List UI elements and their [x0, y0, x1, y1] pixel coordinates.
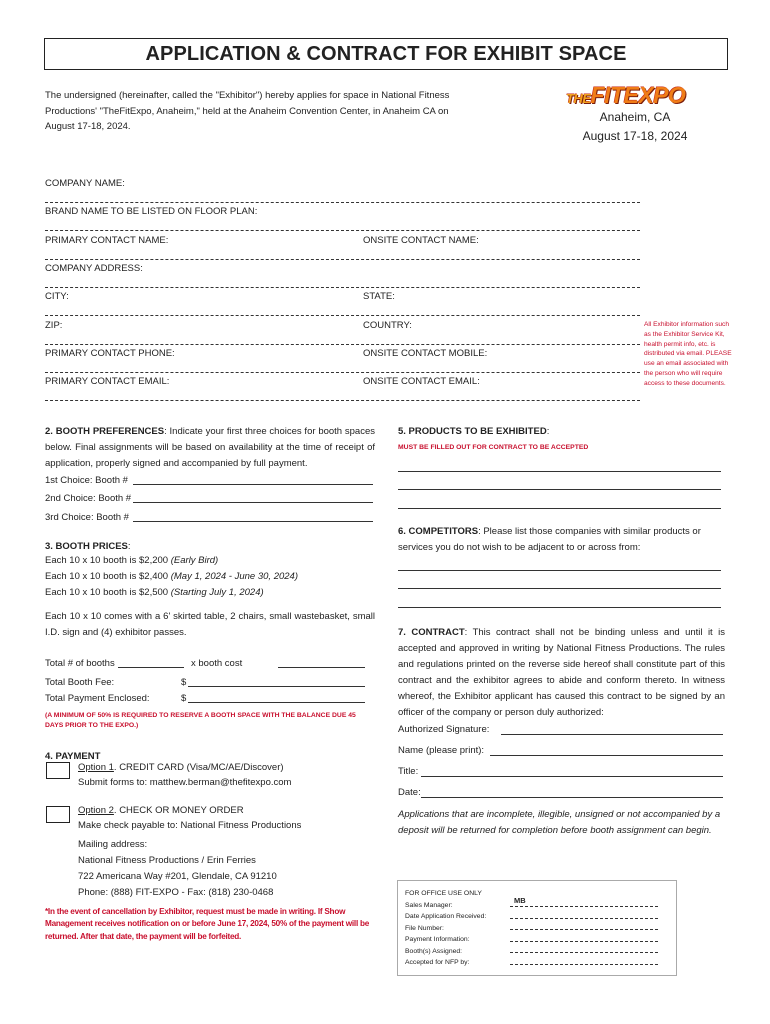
option-2: [78, 803, 244, 819]
option-1-label: Option 1: [78, 762, 114, 773]
competitors-line-2[interactable]: [398, 588, 721, 589]
event-dates: August 17-18, 2024: [582, 129, 688, 143]
zip-country-field[interactable]: [45, 320, 640, 348]
booth-cost-label: x booth cost: [191, 658, 243, 669]
option-1: [78, 760, 284, 776]
logo-main: FITEXPO: [590, 82, 686, 108]
event-city: Anaheim, CA: [599, 110, 671, 124]
primary-contact-email-label: PRIMARY CONTACT EMAIL:: [45, 376, 170, 387]
mailing-address: [78, 837, 277, 901]
onsite-contact-email-label: ONSITE CONTACT EMAIL:: [363, 376, 480, 387]
cancellation-policy: *In the event of cancellation by Exhibitor, request must be made in writing. If Show Management receives notification on or before June 17, 2024, 50% of the payment will be returned. After that date, the payment will be forfeited.: [45, 907, 370, 941]
office-line-2[interactable]: [510, 918, 658, 919]
title-input[interactable]: [421, 776, 723, 777]
booth-includes-text: Each 10 x 10 comes with a 6' skirted table, 2 chairs, small wastebasket, small I.D. sign and (4) exhibitor passes.: [45, 611, 375, 638]
price-note-3: (Starting July 1, 2024): [170, 587, 264, 598]
total-payment-enclosed-label: Total Payment Enclosed:: [45, 693, 150, 704]
brand-name-label: BRAND NAME TO BE LISTED ON FLOOR PLAN:: [45, 206, 258, 217]
choice-2-input[interactable]: [133, 502, 373, 503]
company-name-field[interactable]: [45, 178, 640, 206]
primary-contact-name-label: PRIMARY CONTACT NAME:: [45, 235, 169, 246]
office-row-sales-manager: Sales Manager:: [405, 901, 453, 909]
products-line-1[interactable]: [398, 471, 721, 472]
choice-3-label: 3rd Choice: Booth #: [45, 512, 129, 523]
booth-price-late: [45, 585, 298, 601]
company-name-label: COMPANY NAME:: [45, 178, 125, 189]
company-address-field[interactable]: [45, 263, 640, 291]
products-heading: [398, 424, 549, 440]
price-line-3: Each 10 x 10 booth is $2,500: [45, 587, 171, 598]
office-row-booths-assigned: Booth(s) Assigned:: [405, 947, 463, 955]
page-title: APPLICATION & CONTRACT FOR EXHIBIT SPACE: [145, 42, 627, 65]
event-location: [560, 108, 710, 146]
contract-section: [398, 625, 725, 721]
intro-text: The undersigned (hereinafter, called the "Exhibitor") hereby applies for space in National Fitness Productions' "TheFitExpo, Anaheim," held at the Anaheim Convention Center, in Anaheim CA on August 17-18, 2024.: [45, 90, 450, 132]
city-state-field[interactable]: [45, 291, 640, 319]
contract-heading: 7. CONTRACT: [398, 627, 465, 638]
office-line-6[interactable]: [510, 964, 658, 965]
option-2-label: Option 2: [78, 805, 114, 816]
booth-preferences-heading: 2. BOOTH PREFERENCES: [45, 426, 165, 437]
city-label: CITY:: [45, 291, 69, 302]
total-enclosed-dollar: $: [181, 693, 187, 704]
total-booth-fee-label: Total Booth Fee:: [45, 677, 115, 688]
products-colon: :: [546, 426, 550, 437]
payment-heading: 4. PAYMENT: [45, 751, 101, 762]
contract-text: : This contract shall not be binding unless and until it is accepted and approved in writing by National Fitness Productions. The rules and regulations printed on the reverse side hereof shall constitute part of this contract and the exhibitor agrees to abide and conform thereto. In witness whereof, the Exhibitor applicant has caused this contract to be signed by an officer of the company or person duly authorized:: [398, 627, 725, 718]
option-2-payable: Make check payable to: National Fitness Productions: [78, 820, 302, 831]
booth-prices-colon: :: [127, 541, 131, 552]
mailing-label: Mailing address:: [78, 839, 148, 850]
office-row-accepted-by: Accepted for NFP by:: [405, 959, 470, 966]
option-1-submit: Submit forms to: matthew.berman@thefitexpo.com: [78, 777, 292, 788]
booth-price-list: [45, 553, 298, 601]
title-label: Title:: [398, 766, 419, 777]
total-fee-dollar: $: [181, 677, 187, 688]
mailing-phone: Phone: (888) FIT-EXPO - Fax: (818) 230-0468: [78, 887, 274, 898]
total-booths-label: Total # of booths: [45, 658, 115, 669]
option-2-checkbox[interactable]: [46, 806, 70, 823]
incomplete-application-note: Applications that are incomplete, illegible, unsigned or not accompanied by a deposit will be returned for completion before booth assignment can begin.: [398, 809, 721, 836]
competitors-heading: 6. COMPETITORS: [398, 526, 479, 537]
competitors-line-3[interactable]: [398, 607, 721, 608]
office-line-5[interactable]: [510, 952, 658, 953]
phone-field[interactable]: [45, 348, 640, 376]
signature-input[interactable]: [501, 734, 723, 735]
products-required-note: MUST BE FILLED OUT FOR CONTRACT TO BE ACCEPTED: [398, 444, 589, 451]
office-line-4[interactable]: [510, 941, 658, 942]
price-line-2: Each 10 x 10 booth is $2,400: [45, 571, 171, 582]
booth-preferences-text: : Indicate your first three choices for booth spaces below. Final assignments will be based on availability at the time of receipt of application, properly signed and accompanied by full payment.: [45, 426, 375, 469]
brand-name-field[interactable]: [45, 206, 640, 234]
email-side-note: All Exhibitor information such as the Exhibitor Service Kit, health permit info, etc. is distributed via email. PLEASE use an email associated with the person who will require access to these documents.: [644, 321, 732, 387]
title-box: [44, 38, 728, 70]
choice-1-input[interactable]: [133, 484, 373, 485]
price-note-2: (May 1, 2024 - June 30, 2024): [170, 571, 298, 582]
email-field[interactable]: [45, 376, 640, 404]
mailing-street: 722 Americana Way #201, Glendale, CA 91210: [78, 871, 277, 882]
onsite-contact-mobile-label: ONSITE CONTACT MOBILE:: [363, 348, 488, 359]
office-line-1[interactable]: [510, 906, 658, 907]
office-row-date-received: Date Application Received:: [405, 913, 487, 920]
state-label: STATE:: [363, 291, 395, 302]
total-payment-input[interactable]: [188, 702, 365, 703]
logo-the: THE: [566, 91, 591, 106]
office-line-3[interactable]: [510, 929, 658, 930]
office-row-file-number: File Number:: [405, 924, 444, 932]
choice-3-input[interactable]: [133, 521, 373, 522]
total-booth-fee-input[interactable]: [188, 686, 365, 687]
fitexpo-logo: [566, 82, 712, 108]
country-label: COUNTRY:: [363, 320, 412, 331]
products-heading-text: 5. PRODUCTS TO BE EXHIBITED: [398, 426, 547, 437]
option-2-text: . CHECK OR MONEY ORDER: [113, 805, 244, 816]
office-use-box: [397, 880, 677, 976]
competitors-line-1[interactable]: [398, 570, 721, 571]
onsite-contact-name-label: ONSITE CONTACT NAME:: [363, 235, 479, 246]
choice-2-label: 2nd Choice: Booth #: [45, 493, 132, 504]
name-input[interactable]: [490, 755, 723, 756]
contact-name-field[interactable]: [45, 235, 640, 263]
booth-prices-heading-text: 3. BOOTH PRICES: [45, 541, 128, 552]
competitors-text: : Please list those companies with similar products or services you do not wish to be adjacent to or across from:: [398, 526, 701, 553]
mailing-name: National Fitness Productions / Erin Ferries: [78, 855, 256, 866]
competitors-section: [398, 524, 723, 556]
sales-manager-value: MB: [514, 896, 526, 905]
option-1-text: . CREDIT CARD (Visa/MC/AE/Discover): [113, 762, 284, 773]
booth-preferences-section: [45, 424, 375, 472]
date-input[interactable]: [421, 797, 723, 798]
minimum-deposit-note: (A MINIMUM OF 50% IS REQUIRED TO RESERVE A BOOTH SPACE WITH THE BALANCE DUE 45 DAYS PRIOR TO THE EXPO.): [45, 712, 356, 729]
zip-label: ZIP:: [45, 320, 63, 331]
booth-price-regular: [45, 569, 298, 585]
office-row-payment-info: Payment Information:: [405, 936, 470, 943]
products-line-3[interactable]: [398, 508, 721, 509]
price-note-1: (Early Bird): [170, 555, 219, 566]
authorized-signature-label: Authorized Signature:: [398, 724, 490, 735]
date-label: Date:: [398, 787, 421, 798]
booth-cost-input[interactable]: [278, 667, 365, 668]
booth-price-early-bird: [45, 553, 298, 569]
company-address-label: COMPANY ADDRESS:: [45, 263, 143, 274]
price-line-1: Each 10 x 10 booth is $2,200: [45, 555, 171, 566]
name-print-label: Name (please print):: [398, 745, 485, 756]
products-line-2[interactable]: [398, 489, 721, 490]
office-use-heading: FOR OFFICE USE ONLY: [405, 890, 482, 897]
total-booths-input[interactable]: [118, 667, 184, 668]
primary-contact-phone-label: PRIMARY CONTACT PHONE:: [45, 348, 175, 359]
choice-1-label: 1st Choice: Booth #: [45, 475, 128, 486]
option-1-checkbox[interactable]: [46, 762, 70, 779]
